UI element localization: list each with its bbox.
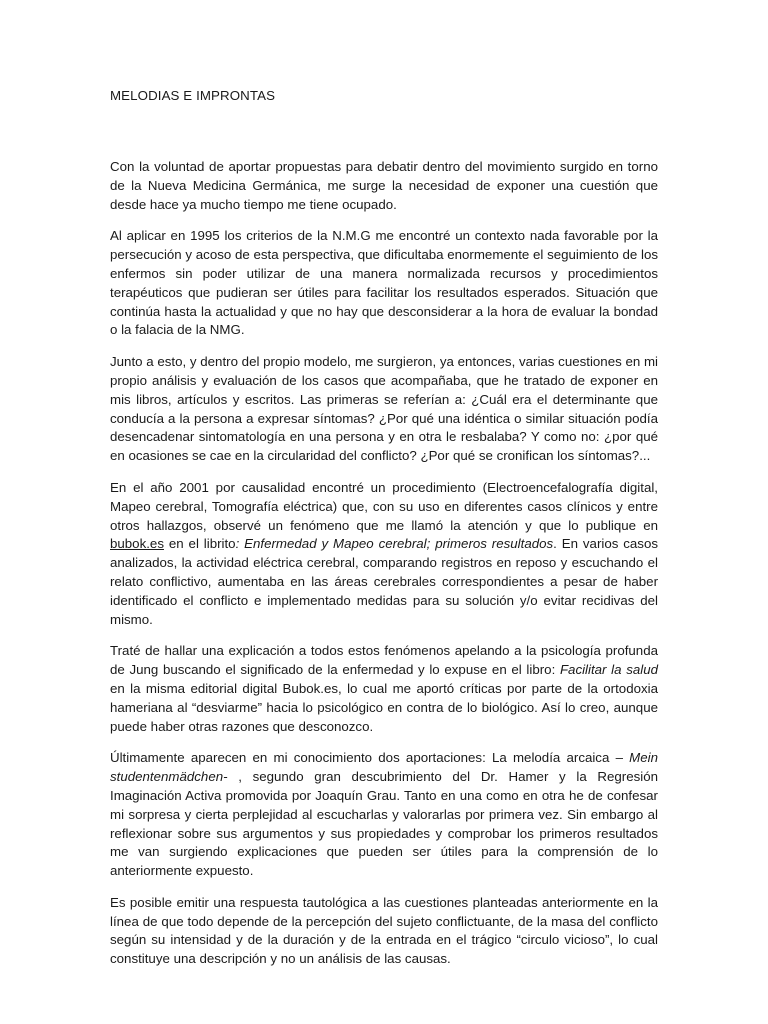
paragraph-4: [110, 479, 658, 629]
paragraph-5-text-b: en la misma editorial digital Bubok.es, lo cual me aportó críticas por parte de la ortodoxia hameriana al “desviarme” hacia lo psicológico en contra de lo biológico. Así lo creo, aunque puede haber otras razones que desconozco.: [110, 680, 658, 734]
paragraph-1: Con la voluntad de aportar propuestas para debatir dentro del movimiento surgido en torno de la Nueva Medicina Germánica, me surge la necesidad de exponer una cuestión que desde hace ya mucho tiempo me tiene ocupado.: [110, 159, 658, 212]
paragraph-5-text-a: Traté de hallar una explicación a todos estos fenómenos apelando a la psicología profunda de Jung buscando el significado de la enfermedad y lo expuse en el libro:: [110, 643, 658, 678]
paragraph-2: Al aplicar en 1995 los criterios de la N.M.G me encontré un contexto nada favorable por la persecución y acoso de esta perspectiva, que dificultaba enormemente el seguimiento de los enfermos sin poder utilizar de una manera normalizada recursos y procedimientos terapéuticos que pudieran ser útiles para facilitar los resultados esperados. Situación que continúa hasta la actualidad y que no hay que desconsiderar a la hora de evaluar la bondad o la falacia de la NMG.: [110, 228, 658, 338]
book-title-mapeo: : Enfermedad y Mapeo cerebral; primeros resultados: [235, 536, 554, 552]
paragraph-4-text-a: En el año 2001 por causalidad encontré un procedimiento (Electroencefalografía digital, Mapeo cerebral, Tomografía eléctrica) que, con su uso en diferentes casos clínicos y entre otros hallazgos, observé un fenómeno que me llamó la atención y que lo publique en: [110, 479, 658, 533]
paragraph-4-text-c: . En varios casos analizados, la actividad eléctrica cerebral, comparando registros en reposo y escuchando el relato conflictivo, aumentaba en las áreas cerebrales correspondientes a pesar de haber identificado el conflicto e implementado medidas para su solución y/o evitar recidivas del mismo.: [110, 536, 658, 627]
book-title-facilitar: Facilitar la salud: [559, 662, 658, 678]
melody-title: Mein studentenmädchen-: [110, 750, 658, 785]
bubok-link[interactable]: bubok.es: [110, 536, 164, 552]
paragraph-6-text-b: , segundo gran descubrimiento del Dr. Hamer y la Regresión Imaginación Activa promovida por Joaquín Grau. Tanto en una como en otra he de confesar mi sorpresa y cierta perplejidad al escucharlas y valorarlas por primera vez. Sin embargo al reflexionar sobre sus argumentos y sus propiedades y comprobar los primeros resultados me van surgiendo explicaciones que pueden ser útiles para la comprensión de lo anteriormente expuesto.: [110, 769, 658, 879]
document-title: MELODIAS E IMPRONTAS: [110, 88, 276, 103]
paragraph-5: [110, 642, 658, 736]
paragraph-3: Junto a esto, y dentro del propio modelo, me surgieron, ya entonces, varias cuestiones en mi propio análisis y evaluación de los casos que acompañaba, que he tratado de exponer en mis libros, artículos y escritos. Las primeras se referían a: ¿Cuál era el determinante que conducía a la persona a expresar síntomas? ¿Por qué una idéntica o similar situación podía desencadenar sintomatología en una persona y en otra le resbalaba? Y como no: ¿por qué en ocasiones se cae en la circularidad del conflicto? ¿Por qué se cronifican los síntomas?...: [110, 354, 658, 464]
paragraph-6: [110, 749, 658, 881]
paragraph-7: Es posible emitir una respuesta tautológica a las cuestiones planteadas anteriormente en la línea de que todo depende de la percepción del sujeto conflictuante, de la masa del conflicto según su intensidad y de la duración y de la entrada en el trágico “circulo vicioso”, lo cual constituye una descripción y no un análisis de las causas.: [110, 894, 658, 967]
paragraph-6-text-a: Últimamente aparecen en mi conocimiento dos aportaciones: La melodía arcaica –: [110, 750, 630, 766]
paragraph-4-text-b: en el librito: [163, 536, 236, 552]
